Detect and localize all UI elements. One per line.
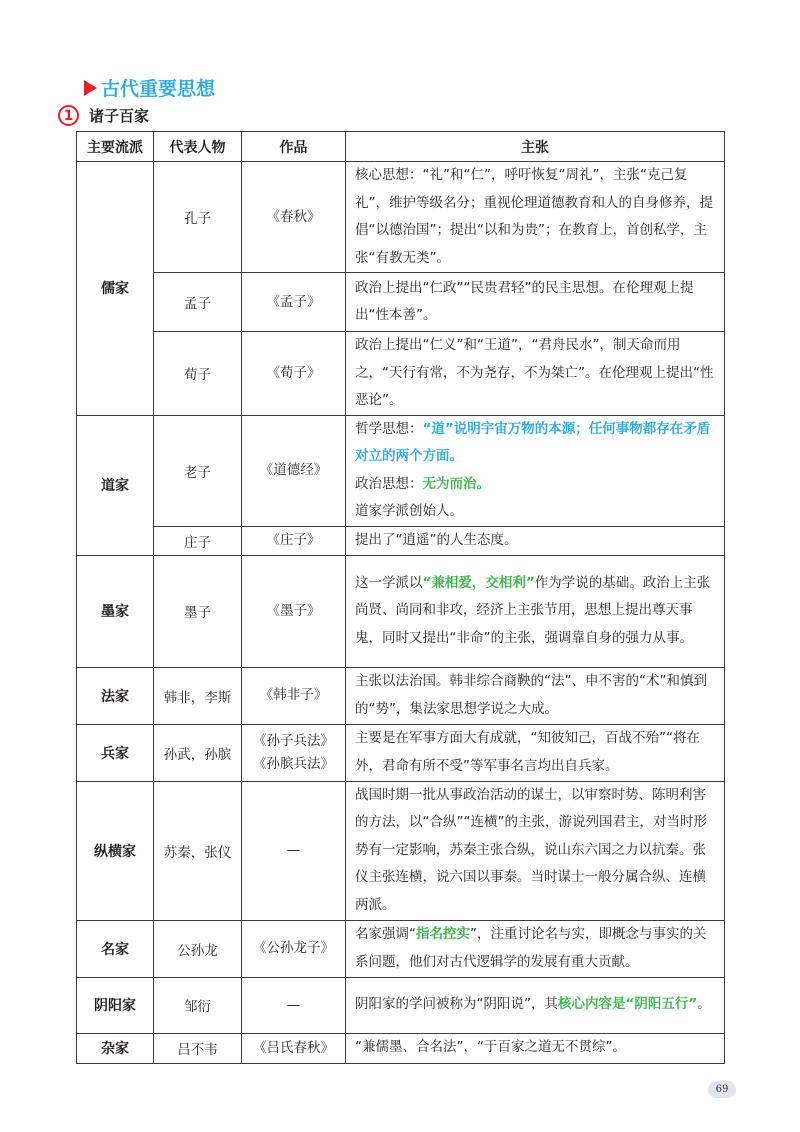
idea-text: 道家学派创始人。: [355, 503, 463, 519]
header-idea: 主张: [346, 132, 725, 162]
idea-cell: 政治上提出“仁义”和“王道”，“君舟民水”，制天命而用之，“天行有常，不为尧存，不为桀亡”。在伦理观上提出“性恶论”。: [346, 332, 725, 416]
person-cell: 墨子: [154, 555, 242, 667]
idea-text: 阴阳家的学问被称为“阴阳说”，其: [355, 996, 558, 1013]
idea-text: 哲学思想：: [355, 420, 423, 437]
header-school: 主要流派: [77, 132, 154, 162]
section-title-text: 古代重要思想: [101, 78, 216, 100]
idea-text: 作为学说的基础。政治上主张尚贤、尚同和非攻，经济上主张节用，思想上提出尊天事鬼，同时又提出“非命”的主张，强调靠自身的强力从事。: [355, 574, 711, 646]
person-cell: 苏秦，张仪: [154, 781, 242, 920]
idea-text: 名家强调“: [355, 926, 416, 942]
school-cell: 阴阳家: [77, 977, 154, 1033]
table-row: [77, 1033, 725, 1063]
person-cell: 孟子: [154, 273, 242, 332]
work-cell: 《墨子》: [242, 555, 346, 667]
schools-table: [76, 131, 725, 1064]
school-cell: 道家: [77, 415, 154, 555]
work-cell: 《荀子》: [242, 332, 346, 416]
header-work: 作品: [242, 132, 346, 162]
work-title: 《孙膑兵法》: [253, 755, 334, 772]
subsection-heading: [58, 105, 149, 126]
idea-cell: [346, 415, 725, 526]
school-cell: 兵家: [77, 724, 154, 781]
work-cell: 《孟子》: [242, 273, 346, 332]
work-title: 《孙子兵法》: [253, 732, 334, 749]
table-row: [77, 667, 725, 724]
person-cell: 老子: [154, 415, 242, 526]
table-row: [77, 415, 725, 526]
header-person: 代表人物: [154, 132, 242, 162]
idea-cell: 提出了“逍遥”的人生态度。: [346, 526, 725, 555]
idea-highlight: 指名控实: [416, 926, 470, 942]
person-cell: 孔子: [154, 162, 242, 273]
person-cell: 庄子: [154, 526, 242, 555]
idea-highlight: “兼相爱，交相利”: [422, 574, 535, 591]
page-number: 69: [708, 1081, 736, 1098]
work-cell: —: [242, 977, 346, 1033]
work-cell: 《庄子》: [242, 526, 346, 555]
idea-cell: 政治上提出“仁政”“民贵君轻”的民主思想。在伦理观上提出“性本善”。: [346, 273, 725, 332]
work-cell: 《吕氏春秋》: [242, 1033, 346, 1063]
person-cell: 邹衍: [154, 977, 242, 1033]
table-row: [77, 555, 725, 667]
idea-cell: 主张以法治国。韩非综合商鞅的“法”、申不害的“术”和慎到的“势”，集法家思想学说之大成。: [346, 667, 725, 724]
work-cell: 《公孙龙子》: [242, 920, 346, 977]
school-cell: 儒家: [77, 162, 154, 416]
idea-text: 这一学派以: [355, 574, 423, 591]
school-cell: 杂家: [77, 1033, 154, 1063]
idea-cell: “兼儒墨、合名法”，“于百家之道无不贯综”。: [346, 1033, 725, 1063]
table-row: [77, 332, 725, 416]
work-cell: 《韩非子》: [242, 667, 346, 724]
idea-cell: [346, 920, 725, 977]
work-cell: —: [242, 781, 346, 920]
idea-highlight: 无为而治。: [422, 475, 490, 492]
subsection-title: 诸子百家: [89, 107, 150, 125]
school-cell: 纵横家: [77, 781, 154, 920]
idea-highlight: 核心内容是“阴阳五行”: [558, 996, 698, 1013]
school-cell: 法家: [77, 667, 154, 724]
person-cell: 韩非，李斯: [154, 667, 242, 724]
section-title: [84, 74, 215, 101]
table-header-row: [77, 132, 725, 162]
table-row: [77, 781, 725, 920]
work-cell: 《春秋》: [242, 162, 346, 273]
circled-number-icon: 1: [58, 105, 79, 126]
table-row: [77, 724, 725, 781]
idea-text: 政治思想：: [355, 475, 423, 492]
idea-text: 。: [697, 996, 711, 1013]
work-cell: 《道德经》: [242, 415, 346, 526]
triangle-bullet-icon: [84, 80, 97, 96]
school-cell: 名家: [77, 920, 154, 977]
idea-cell: 战国时期一批从事政治活动的谋士，以审察时势、陈明利害的方法，以“合纵”“连横”的主张，游说列国君主，对当时形势有一定影响，苏秦主张合纵，说山东六国之力以抗秦。张仪主张连横，说六国以事秦。当时谋士一般分属合纵、连横两派。: [346, 781, 725, 920]
idea-text: ”，注重讨论名与实，即概念与事实的关系问题，他们对古代逻辑学的发展有重大贡献。: [355, 926, 707, 970]
idea-highlight: “道”说明宇宙万物的本源；任何事物都存在矛盾对立的两个方面。: [355, 420, 711, 464]
person-cell: 孙武，孙膑: [154, 724, 242, 781]
school-cell: 墨家: [77, 555, 154, 667]
table-row: [77, 162, 725, 273]
table-row: [77, 977, 725, 1033]
idea-cell: 主要是在军事方面大有成就，“知彼知己，百战不殆”“将在外，君命有所不受”等军事名言均出自兵家。: [346, 724, 725, 781]
table-row: [77, 273, 725, 332]
person-cell: 荀子: [154, 332, 242, 416]
idea-cell: 核心思想：“礼”和“仁”，呼吁恢复“周礼”，主张“克己复礼”，维护等级名分；重视伦理道德教育和人的自身修养，提倡“以德治国”；提出“以和为贵”；在教育上，首创私学，主张“有教无类”。: [346, 162, 725, 273]
person-cell: 公孙龙: [154, 920, 242, 977]
idea-cell: [346, 977, 725, 1033]
work-cell: [242, 724, 346, 781]
table-row: [77, 920, 725, 977]
person-cell: 吕不韦: [154, 1033, 242, 1063]
table-row: [77, 526, 725, 555]
idea-cell: [346, 555, 725, 667]
